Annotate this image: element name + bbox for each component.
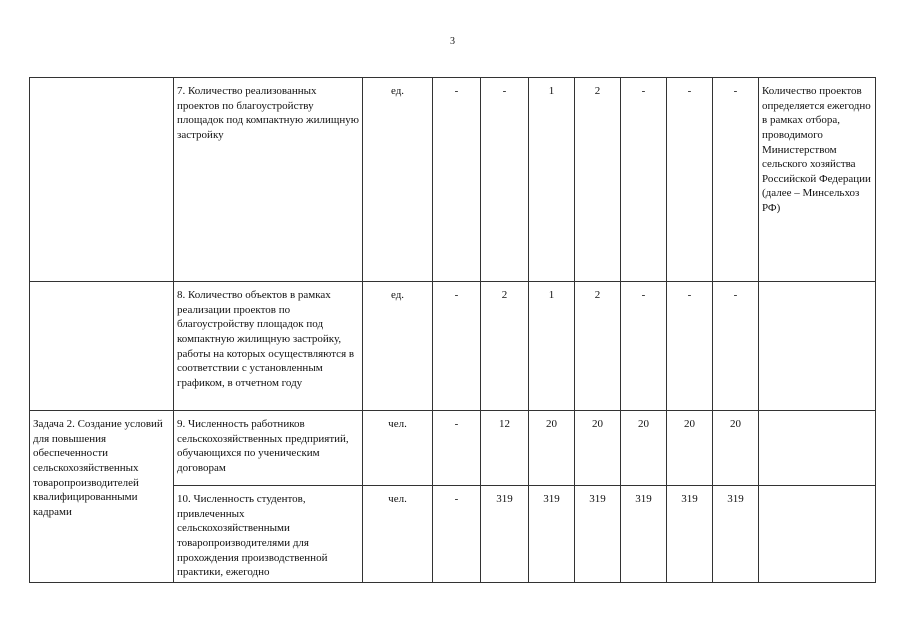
value-cell: 2 xyxy=(575,78,621,282)
indicator-cell: 8. Количество объектов в рамках реализации проектов по благоустройству площадок под компактную жилищную застройку, работы на которых осуществляются в соответствии с установленным графиком, в отчетном году xyxy=(174,282,363,411)
page-number: 3 xyxy=(450,36,455,47)
value-cell: 20 xyxy=(575,411,621,486)
task-cell xyxy=(30,78,174,282)
value-cell: 319 xyxy=(575,486,621,583)
table-row xyxy=(30,282,876,411)
value-cell: 2 xyxy=(575,282,621,411)
value-cell: 1 xyxy=(529,282,575,411)
indicator-cell: 7. Количество реализованных проектов по благоустройству площадок под компактную жилищную застройку xyxy=(174,78,363,282)
note-cell: Количество проектов определяется ежегодно в рамках отбора, проводимого Министерством сельского хозяйства Российской Федерации (далее – Минсельхоз РФ) xyxy=(759,78,876,282)
value-cell: - xyxy=(433,282,481,411)
note-cell xyxy=(759,411,876,486)
task-cell: Задача 2. Создание условий для повышения обеспеченности сельскохозяйственных товаропроизводителей квалифицированными кадрами xyxy=(30,411,174,583)
value-cell: - xyxy=(621,78,667,282)
value-cell: - xyxy=(433,411,481,486)
indicator-cell: 9. Численность работников сельскохозяйственных предприятий, обучающихся по ученическим договорам xyxy=(174,411,363,486)
unit-cell: ед. xyxy=(363,78,433,282)
value-cell: 20 xyxy=(713,411,759,486)
value-cell: - xyxy=(433,486,481,583)
value-cell: 319 xyxy=(621,486,667,583)
value-cell: - xyxy=(667,282,713,411)
value-cell: 319 xyxy=(529,486,575,583)
unit-cell: чел. xyxy=(363,486,433,583)
note-cell xyxy=(759,486,876,583)
value-cell: - xyxy=(713,78,759,282)
indicator-cell: 10. Численность студентов, привлеченных сельскохозяйственными товаропроизводителями для прохождения производственной практики, ежегодно xyxy=(174,486,363,583)
value-cell: 20 xyxy=(667,411,713,486)
unit-cell: ед. xyxy=(363,282,433,411)
value-cell: - xyxy=(433,78,481,282)
value-cell: 1 xyxy=(529,78,575,282)
value-cell: 2 xyxy=(481,282,529,411)
value-cell: 20 xyxy=(621,411,667,486)
value-cell: - xyxy=(713,282,759,411)
value-cell: 319 xyxy=(713,486,759,583)
table-row xyxy=(30,78,876,282)
value-cell: - xyxy=(481,78,529,282)
note-cell xyxy=(759,282,876,411)
unit-cell: чел. xyxy=(363,411,433,486)
table-row xyxy=(30,411,876,486)
indicators-table xyxy=(29,77,876,583)
value-cell: 12 xyxy=(481,411,529,486)
task-cell xyxy=(30,282,174,411)
value-cell: - xyxy=(667,78,713,282)
value-cell: - xyxy=(621,282,667,411)
value-cell: 319 xyxy=(481,486,529,583)
value-cell: 20 xyxy=(529,411,575,486)
value-cell: 319 xyxy=(667,486,713,583)
